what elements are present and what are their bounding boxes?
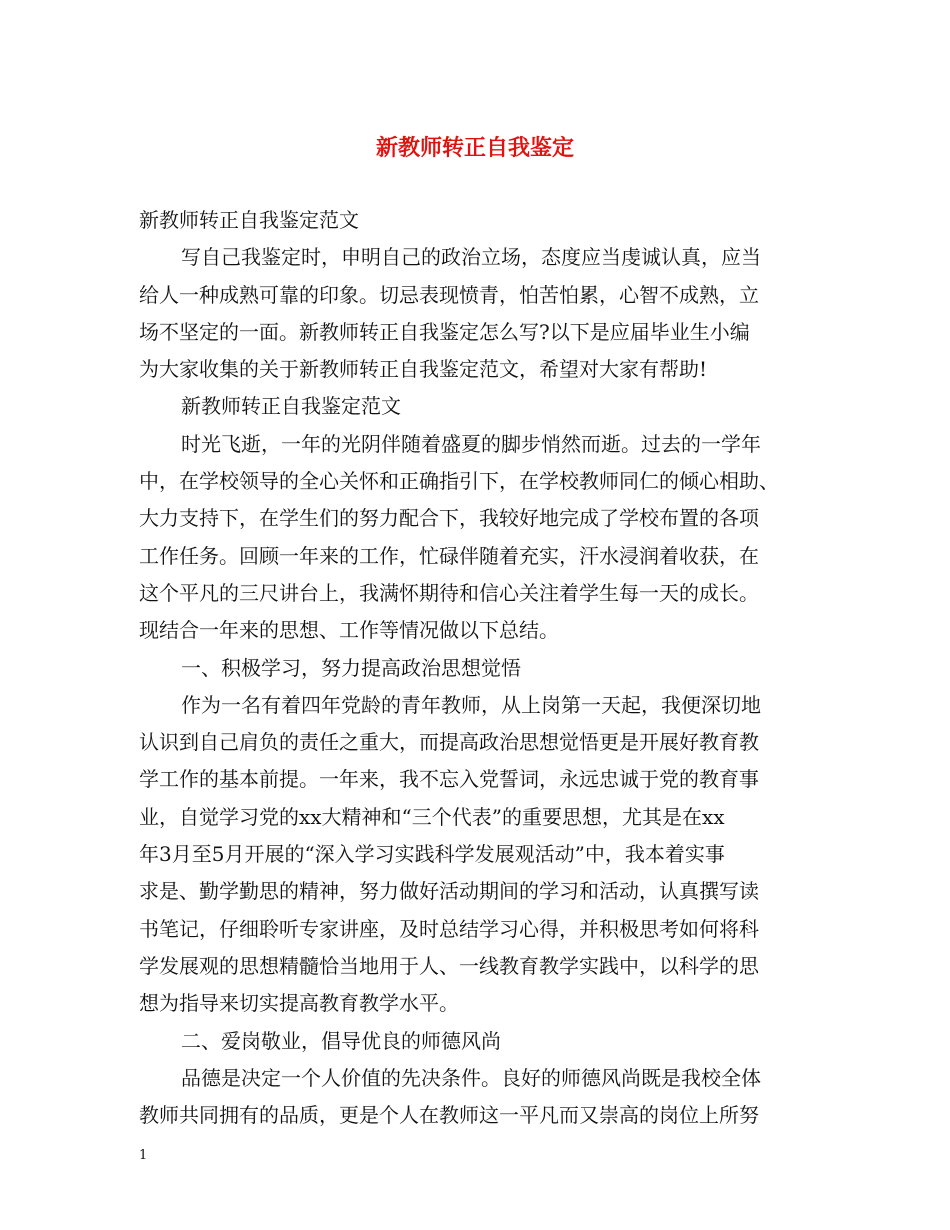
document-title: 新教师转正自我鉴定 bbox=[375, 135, 574, 161]
text-line: 二、爱岗敬业，倡导优良的师德风尚 bbox=[181, 1028, 501, 1053]
text-line: 作为一名有着四年党龄的青年教师，从上岗第一天起，我便深切地 bbox=[181, 692, 761, 717]
text-line: 中，在学校领导的全心关怀和正确指引下，在学校教师同仁的倾心相助、 bbox=[139, 469, 779, 494]
document-body bbox=[139, 202, 819, 1134]
text-line: 大力支持下，在学生们的努力配合下，我较好地完成了学校布置的各项 bbox=[139, 506, 759, 531]
text-line: 工作任务。回顾一年来的工作，忙碌伴随着充实，汗水浸润着收获，在 bbox=[139, 543, 759, 568]
text-line: 给人一种成熟可靠的印象。切忌表现愤青，怕苦怕累，心智不成熟，立 bbox=[139, 282, 759, 307]
text-line: 为大家收集的关于新教师转正自我鉴定范文，希望对大家有帮助! bbox=[139, 357, 708, 382]
text-line: 业，自觉学习党的xx大精神和“三个代表”的重要思想，尤其是在xx bbox=[139, 804, 725, 829]
text-line: 求是、勤学勤思的精神，努力做好活动期间的学习和活动，认真撰写读 bbox=[139, 879, 759, 904]
text-line: 新教师转正自我鉴定范文 bbox=[181, 394, 401, 419]
text-line: 认识到自己肩负的责任之重大，而提高政治思想觉悟更是开展好教育教 bbox=[139, 730, 759, 755]
text-line: 场不坚定的一面。新教师转正自我鉴定怎么写?以下是应届毕业生小编 bbox=[139, 319, 750, 344]
text-line: 写自己我鉴定时，申明自己的政治立场，态度应当虔诚认真，应当 bbox=[181, 245, 761, 270]
text-line: 时光飞逝，一年的光阴伴随着盛夏的脚步悄然而逝。过去的一学年 bbox=[181, 431, 761, 456]
text-line: 现结合一年来的思想、工作等情况做以下总结。 bbox=[139, 618, 559, 643]
text-line: 想为指导来切实提高教育教学水平。 bbox=[139, 991, 459, 1016]
text-line: 书笔记，仔细聆听专家讲座，及时总结学习心得，并积极思考如何将科 bbox=[139, 916, 759, 941]
text-line: 这个平凡的三尺讲台上，我满怀期待和信心关注着学生每一天的成长。 bbox=[139, 580, 759, 605]
text-line: 学发展观的思想精髓恰当地用于人、一线教育教学实践中，以科学的思 bbox=[139, 953, 759, 978]
text-line: 新教师转正自我鉴定范文 bbox=[139, 208, 359, 232]
text-line: 品德是决定一个人价值的先决条件。良好的师德风尚既是我校全体 bbox=[181, 1065, 761, 1090]
text-line: 学工作的基本前提。一年来，我不忘入党誓词，永远忠诚于党的教育事 bbox=[139, 767, 759, 792]
text-line: 一、积极学习，努力提高政治思想觉悟 bbox=[181, 655, 521, 680]
text-line: 教师共同拥有的品质，更是个人在教师这一平凡而又崇高的岗位上所努 bbox=[139, 1103, 759, 1128]
page-number: 1 bbox=[139, 1148, 148, 1163]
text-line: 年3月至5月开展的“深入学习实践科学发展观活动”中，我本着实事 bbox=[139, 842, 725, 867]
